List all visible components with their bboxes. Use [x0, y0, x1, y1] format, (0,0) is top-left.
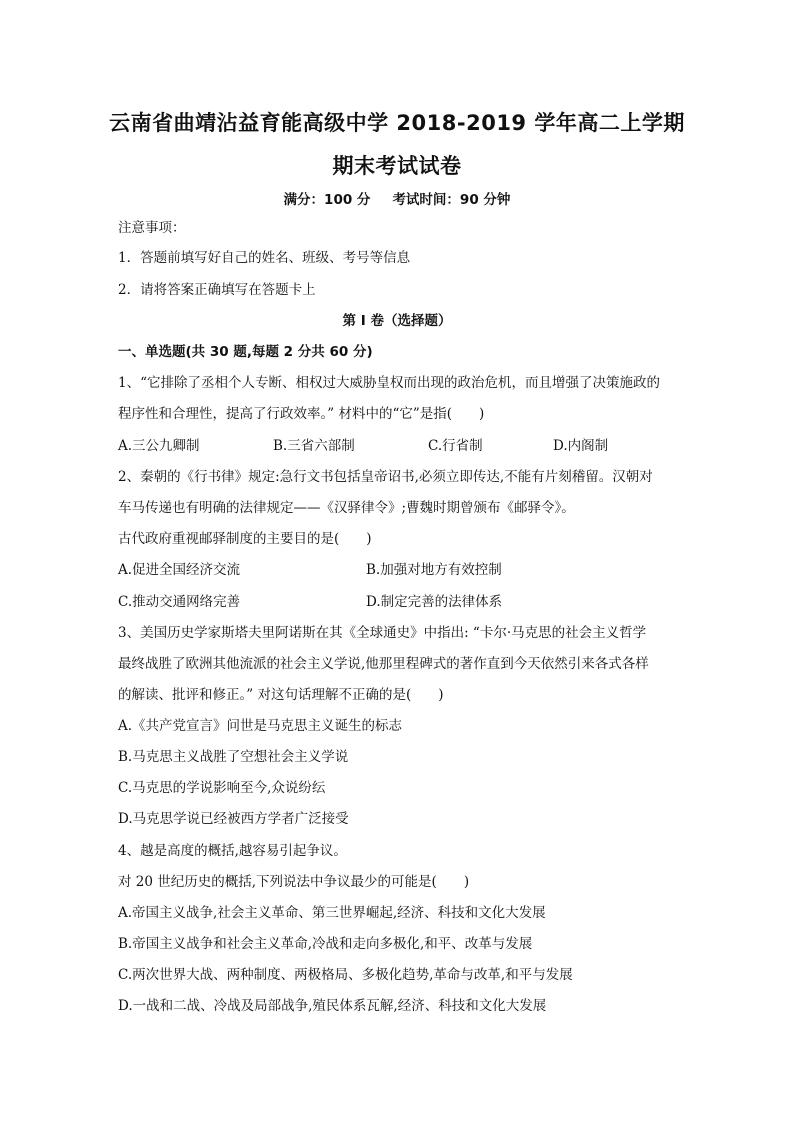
q1-option-a: A.三公九卿制	[118, 438, 200, 454]
q4-option-a: A.帝国主义战争,社会主义革命、第三世界崛起,经济、科技和文化大发展	[118, 905, 546, 921]
q4-option-b: B.帝国主义战争和社会主义革命,冷战和走向多极化,和平、改革与发展	[118, 936, 533, 952]
q1-option-d: D.内阁制	[553, 438, 609, 454]
q3-option-a: A.《共产党宣言》问世是马克思主义诞生的标志	[118, 718, 403, 734]
q3-line3: 的解读、批评和修正。” 对这句话理解不正确的是( )	[118, 687, 444, 703]
exam-title-line2: 期末考试试卷	[332, 154, 462, 178]
q4-option-d: D.一战和二战、冷战及局部战争,殖民体系瓦解,经济、科技和文化大发展	[118, 998, 547, 1014]
q2-line2: 车马传递也有明确的法律规定——《汉驿律令》;曹魏时期曾颁布《邮驿令》。	[118, 500, 575, 516]
part-title: 第 I 卷（选择题）	[342, 313, 452, 329]
q3-option-b: B.马克思主义战胜了空想社会主义学说	[118, 749, 349, 765]
q3-option-d: D.马克思学说已经被西方学者广泛接受	[118, 811, 349, 827]
q1-option-b: B.三省六部制	[273, 438, 355, 454]
q2-line3: 古代政府重视邮驿制度的主要目的是( )	[118, 531, 372, 547]
note-1: 1．答题前填写好自己的姓名、班级、考号等信息	[118, 250, 411, 266]
q2-option-c: C.推动交通网络完善	[118, 594, 241, 610]
exam-meta	[0, 188, 794, 208]
q4-option-c: C.两次世界大战、两种制度、两极格局、多极化趋势,革命与改革,和平与发展	[118, 967, 573, 983]
q4-line1: 4、越是高度的概括,越容易引起争议。	[118, 843, 347, 859]
q2-option-b: B.加强对地方有效控制	[366, 562, 502, 578]
q3-option-c: C.马克思的学说影响至今,众说纷纭	[118, 780, 326, 796]
note-2: 2．请将答案正确填写在答题卡上	[118, 282, 316, 298]
section-title: 一、单选题(共 30 题,每题 2 分共 60 分)	[118, 344, 373, 360]
q3-line2: 最终战胜了欧洲其他流派的社会主义学说,他那里程碑式的著作直到今天依然引来各式各样	[118, 656, 649, 672]
exam-title-line1: 云南省曲靖沾益育能高级中学 2018-2019 学年高二上学期	[109, 111, 685, 135]
q2-option-a: A.促进全国经济交流	[118, 562, 241, 578]
time-info: 考试时间：90 分钟	[392, 192, 511, 208]
q1-line2: 程序性和合理性，提高了行政效率。” 材料中的“它”是指( )	[118, 406, 485, 422]
q4-line2: 对 20 世纪历史的概括,下列说法中争议最少的可能是( )	[118, 874, 470, 890]
q2-line1: 2、秦朝的《行书律》规定:急行文书包括皇帝诏书,必须立即传达,不能有片刻稽留。汉朝对	[118, 469, 653, 485]
q3-line1: 3、美国历史学家斯塔夫里阿诺斯在其《全球通史》中指出: “卡尔·马克思的社会主义哲学	[118, 625, 647, 641]
q2-option-d: D.制定完善的法律体系	[366, 594, 503, 610]
q1-option-c: C.行省制	[428, 438, 483, 454]
score-info: 满分：100 分	[283, 192, 371, 208]
notes-header: 注意事项：	[118, 220, 186, 236]
q1-line1: 1、“它排除了丞相个人专断、相权过大威胁皇权而出现的政治危机，而且增强了决策施政的	[118, 375, 660, 391]
